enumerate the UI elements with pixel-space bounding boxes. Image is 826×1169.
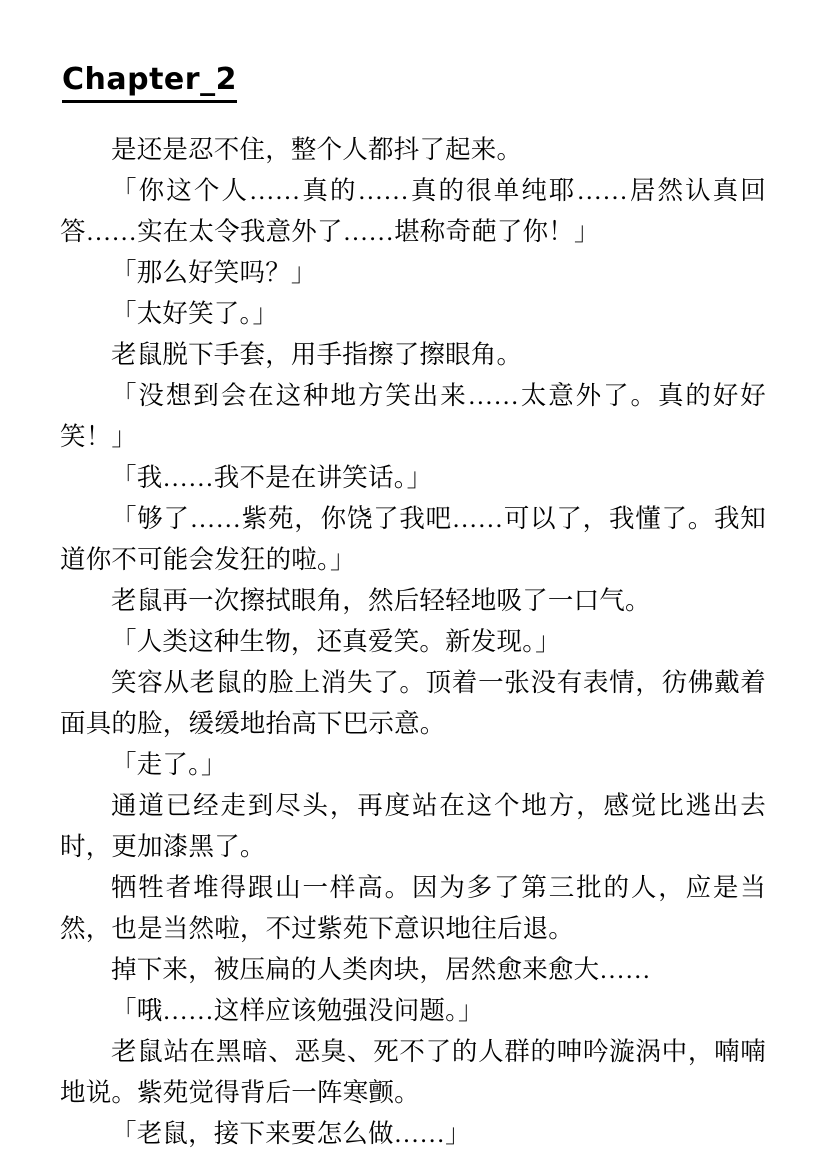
paragraph: 「没想到会在这种地方笑出来……太意外了。真的好好笑！」 — [60, 381, 766, 451]
paragraph: 「老鼠，接下来要怎么做……」 — [111, 1119, 471, 1148]
page-title: Chapter_2 — [62, 62, 237, 103]
chapter-title-wrapper — [62, 62, 766, 129]
paragraph: 「够了……紫苑，你饶了我吧……可以了，我懂了。我知道你不可能会发狂的啦。」 — [60, 504, 766, 574]
paragraph: 「太好笑了。」 — [111, 299, 279, 328]
paragraph: 是还是忍不住，整个人都抖了起来。 — [111, 135, 523, 164]
paragraph: 「你这个人……真的……真的很单纯耶……居然认真回答……实在太令我意外了……堪称奇葩了你！」 — [60, 176, 766, 246]
paragraph: 「那么好笑吗？」 — [111, 258, 317, 287]
paragraph: 通道已经走到尽头，再度站在这个地方，感觉比逃出去时，更加漆黑了。 — [60, 791, 766, 861]
document-body — [60, 129, 766, 1154]
paragraph: 「走了。」 — [111, 750, 227, 779]
paragraph: 老鼠再一次擦拭眼角，然后轻轻地吸了一口气。 — [111, 586, 651, 615]
paragraph: 掉下来，被压扁的人类肉块，居然愈来愈大…… — [111, 955, 651, 984]
paragraph: 笑容从老鼠的脸上消失了。顶着一张没有表情，彷佛戴着面具的脸，缓缓地抬高下巴示意。 — [60, 668, 766, 738]
paragraph: 「人类这种生物，还真爱笑。新发现。」 — [111, 627, 561, 656]
paragraph: 牺牲者堆得跟山一样高。因为多了第三批的人，应是当然，也是当然啦，不过紫苑下意识地往后退。 — [60, 873, 766, 943]
paragraph: 老鼠站在黑暗、恶臭、死不了的人群的呻吟漩涡中，喃喃地说。紫苑觉得背后一阵寒颤。 — [60, 1037, 766, 1107]
paragraph: 「我……我不是在讲笑话。」 — [111, 463, 433, 492]
paragraph: 「哦……这样应该勉强没问题。」 — [111, 996, 484, 1025]
paragraph: 老鼠脱下手套，用手指擦了擦眼角。 — [111, 340, 523, 369]
